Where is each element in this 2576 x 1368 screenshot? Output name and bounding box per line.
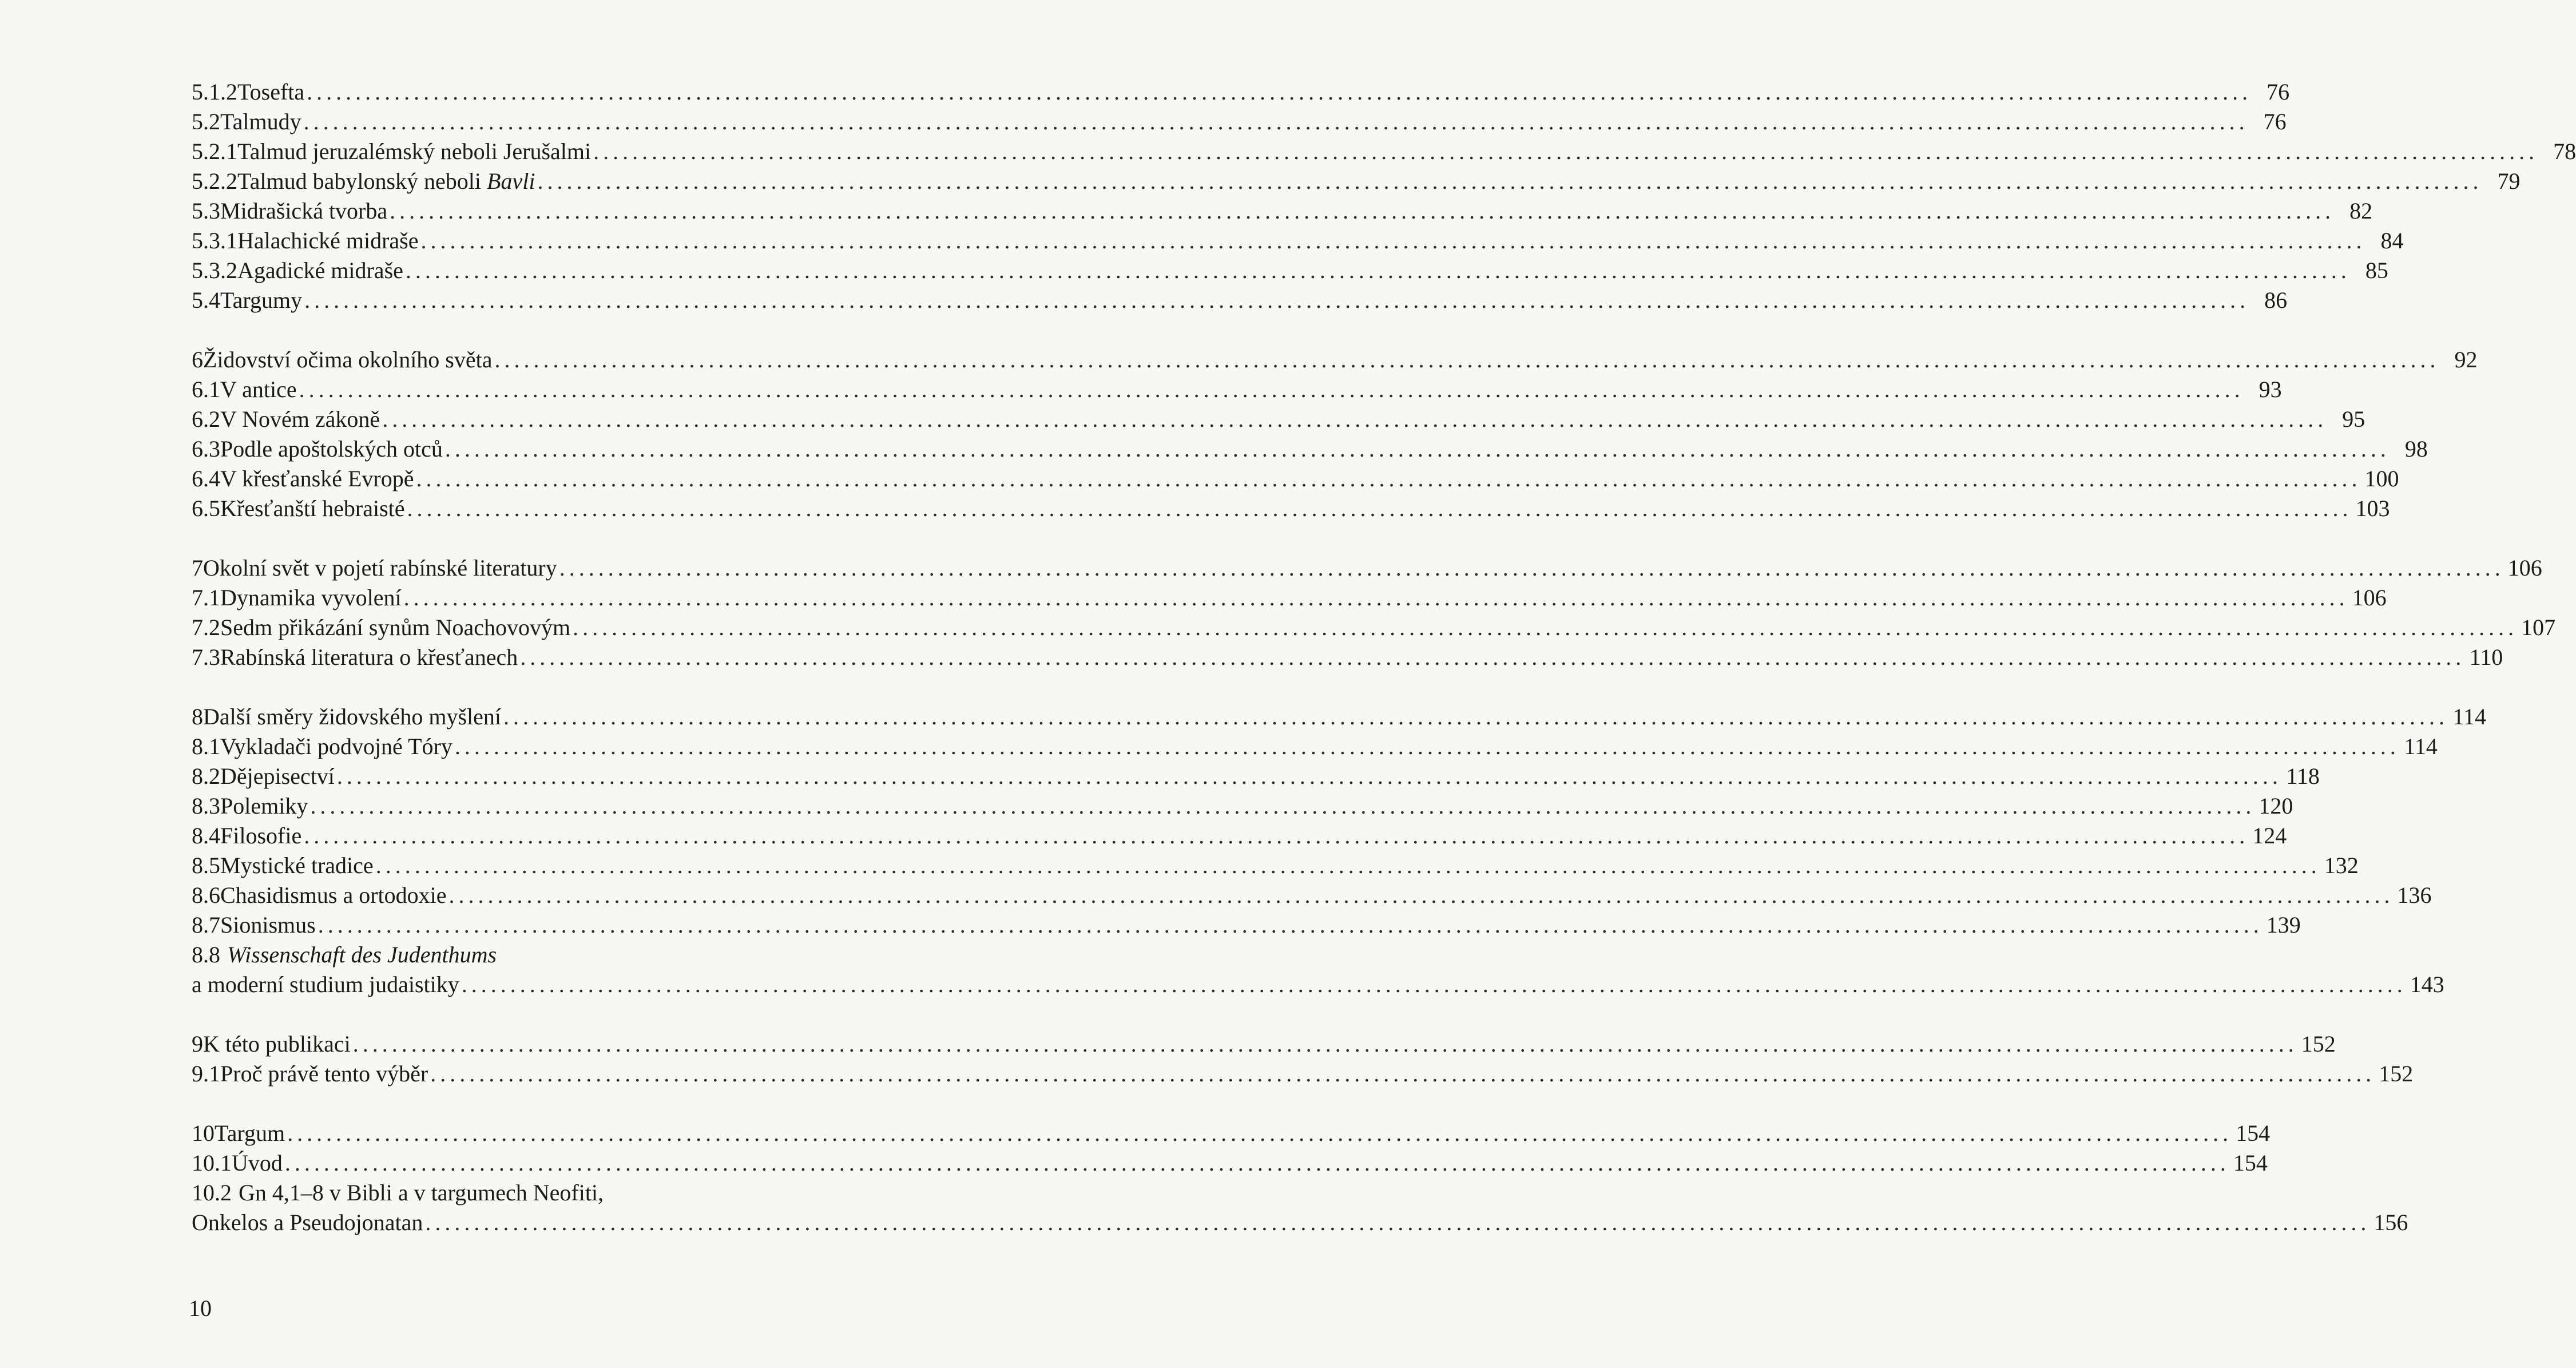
toc-entry-page: 124 <box>2252 823 2287 848</box>
toc-entry[interactable] <box>192 166 2521 196</box>
toc-entry-title: Podle apoštolských otců <box>220 436 443 462</box>
toc-entry-page: 120 <box>2259 793 2293 819</box>
toc-entry[interactable] <box>192 256 2388 286</box>
toc-entry[interactable] <box>192 226 2404 256</box>
toc-leader-dots: ........................................................................................................................................................................................................ <box>284 1150 2230 1176</box>
toc-entry-number: 8.2 <box>192 763 220 789</box>
toc-entry-number: 5.4 <box>192 287 220 313</box>
toc-leader-dots: ........................................................................................................................................................................................................ <box>310 793 2256 819</box>
toc-entry-number: 6.2 <box>192 406 220 432</box>
toc-entry-title: Úvod <box>232 1150 283 1176</box>
toc-leader-dots: ........................................................................................................................................................................................................ <box>375 852 2321 878</box>
toc-entry-page: 156 <box>2373 1210 2408 1235</box>
toc-entry-title: K této publikaci <box>203 1031 351 1057</box>
toc-leader-dots: ........................................................................................................................................................................................................ <box>304 823 2249 848</box>
toc-leader-dots: ........................................................................................................................................................................................................ <box>303 109 2249 134</box>
toc-entry[interactable] <box>192 494 2390 524</box>
toc-entry-number: 5.2.2 <box>192 168 237 194</box>
toc-entry-page: 154 <box>2236 1120 2271 1146</box>
toc-leader-dots: ........................................................................................................................................................................................................ <box>287 1120 2233 1146</box>
toc-entry[interactable] <box>192 1178 833 1208</box>
toc-entry[interactable] <box>192 464 2399 494</box>
toc-entry-number: 5.2.1 <box>192 138 237 164</box>
toc-entry[interactable] <box>192 1029 2336 1059</box>
toc-entry-title: Dynamika vyvolení <box>220 585 402 610</box>
toc-leader-dots: ........................................................................................................................................................................................................ <box>407 495 2352 521</box>
toc-leader-dots: ........................................................................................................................................................................................................ <box>336 763 2282 789</box>
toc-entry-title: Filosofie <box>220 823 302 848</box>
toc-leader-dots: ........................................................................................................................................................................................................ <box>382 406 2328 432</box>
toc-entry-title: Talmud jeruzalémský neboli Jerušalmi <box>237 138 592 164</box>
toc-entry-number: 10.1 <box>192 1150 232 1176</box>
toc-entry-page: 103 <box>2355 495 2390 521</box>
toc-spacer <box>192 672 833 702</box>
toc-entry[interactable] <box>192 732 2438 762</box>
toc-entry-number: 7 <box>192 555 203 581</box>
toc-entry-page: 93 <box>2259 376 2282 402</box>
toc-entry-page: 84 <box>2380 228 2404 253</box>
toc-leader-dots: ........................................................................................................................................................................................................ <box>573 614 2518 640</box>
toc-spacer <box>192 1089 833 1119</box>
toc-entry-page: 152 <box>2379 1061 2414 1087</box>
toc-entry-page: 143 <box>2410 972 2444 997</box>
toc-entry-title: Wissenschaft des Judenthums <box>227 942 497 967</box>
toc-entry-page: 78 <box>2553 138 2576 164</box>
toc-entry-page: 86 <box>2264 287 2288 313</box>
toc-entry[interactable] <box>192 107 2287 137</box>
toc-entry-number: 8.7 <box>192 912 220 938</box>
toc-entry-title: Další směry židovského myšlení <box>203 704 502 729</box>
toc-entry-page: 100 <box>2364 466 2399 491</box>
toc-entry-title: Polemiky <box>220 793 308 819</box>
toc-entry-page: 85 <box>2365 257 2388 283</box>
toc-entry-title: Sedm přikázání synům Noachovovým <box>220 614 571 640</box>
toc-entry-number: 8 <box>192 704 203 729</box>
toc-entry[interactable] <box>192 286 2288 315</box>
toc-entry-number: 5.3.1 <box>192 228 237 253</box>
toc-entry-number: 5.3 <box>192 198 220 224</box>
toc-entry[interactable] <box>192 196 2373 226</box>
toc-leader-dots: ........................................................................................................................................................................................................ <box>416 466 2361 491</box>
toc-leader-dots: ........................................................................................................................................................................................................ <box>317 912 2263 938</box>
toc-entry-page: 118 <box>2286 763 2320 789</box>
toc-entry-title: Dějepisectví <box>220 763 335 789</box>
toc-entry-page: 107 <box>2521 614 2556 640</box>
toc-leader-dots: ........................................................................................................................................................................................................ <box>503 704 2449 729</box>
toc-leader-dots: ........................................................................................................................................................................................................ <box>390 198 2335 224</box>
toc-entry[interactable] <box>192 762 2320 791</box>
toc-entry[interactable] <box>192 583 2387 613</box>
toc-leader-dots: ........................................................................................................................................................................................................ <box>420 228 2366 253</box>
toc-entry-page: 154 <box>2233 1150 2268 1176</box>
toc-leader-dots: ........................................................................................................................................................................................................ <box>520 644 2466 670</box>
toc-entry-title: V křesťanské Evropě <box>220 466 414 491</box>
toc-entry-number: 6 <box>192 347 203 372</box>
toc-entry-title: Talmud babylonský neboli Bavli <box>237 168 535 194</box>
toc-entry-title: Proč právě tento výběr <box>220 1061 428 1087</box>
toc-leader-dots: ........................................................................................................................................................................................................ <box>425 1210 2371 1235</box>
toc-spacer <box>192 1000 833 1029</box>
toc-leader-dots: ........................................................................................................................................................................................................ <box>299 376 2244 402</box>
toc-leader-dots: ........................................................................................................................................................................................................ <box>454 733 2400 759</box>
toc-entry-number: 6.1 <box>192 376 220 402</box>
toc-entry[interactable] <box>192 1208 2408 1238</box>
toc-entry-page: 92 <box>2454 347 2478 372</box>
toc-entry-number: 8.4 <box>192 823 220 848</box>
toc-entry-page: 95 <box>2342 406 2365 432</box>
toc-spacer <box>192 315 833 345</box>
page-number: 10 <box>189 1295 212 1321</box>
toc-leader-dots: ........................................................................................................................................................................................................ <box>405 257 2351 283</box>
toc-entry-title: Rabínská literatura o křesťanech <box>220 644 518 670</box>
toc-entry[interactable] <box>192 702 2487 732</box>
toc-leader-dots: ........................................................................................................................................................................................................ <box>537 168 2483 194</box>
toc-entry-title: Vykladači podvojné Tóry <box>220 733 453 759</box>
toc-leader-dots: ........................................................................................................................................................................................................ <box>444 436 2390 462</box>
toc-entry-page: 114 <box>2404 733 2438 759</box>
toc-leader-dots: ........................................................................................................................................................................................................ <box>430 1061 2376 1087</box>
toc-entry-number: 5.1.2 <box>192 79 237 105</box>
toc-entry-number: 10 <box>192 1120 215 1146</box>
toc-spacer <box>192 524 833 553</box>
toc-entry-number: 7.3 <box>192 644 220 670</box>
toc-entry-number: 8.6 <box>192 882 220 908</box>
toc-entry-title: Křesťanští hebraisté <box>220 495 405 521</box>
toc-entry-title: Okolní svět v pojetí rabínské literatury <box>203 555 557 581</box>
toc-entry[interactable] <box>192 375 2282 405</box>
toc-entry[interactable] <box>192 821 2287 851</box>
toc-entry-number: 6.5 <box>192 495 220 521</box>
toc-leader-dots: ........................................................................................................................................................................................................ <box>307 79 2252 105</box>
toc-entry-number: 8.3 <box>192 793 220 819</box>
toc-entry-page: 106 <box>2507 555 2542 581</box>
toc-entry-page: 139 <box>2266 912 2301 938</box>
toc-entry[interactable] <box>192 434 2428 464</box>
toc-leader-dots: ........................................................................................................................................................................................................ <box>494 347 2440 372</box>
toc-entry-page: 82 <box>2349 198 2373 224</box>
toc-entry[interactable] <box>192 910 2301 940</box>
toc-entry-title: Chasidismus a ortodoxie <box>220 882 447 908</box>
toc-leader-dots: ........................................................................................................................................................................................................ <box>403 585 2349 610</box>
toc-entry[interactable] <box>192 970 2444 1000</box>
toc-entry-number: 5.2 <box>192 109 220 134</box>
toc-entry-number: 9 <box>192 1031 203 1057</box>
toc-entry-number: 8.8 <box>192 942 220 967</box>
toc-leader-dots: ........................................................................................................................................................................................................ <box>559 555 2504 581</box>
toc-entry-page: 132 <box>2324 852 2359 878</box>
toc-entry-title: Onkelos a Pseudojonatan <box>192 1210 423 1235</box>
toc-entry[interactable] <box>192 940 833 970</box>
toc-entry-number: 10.2 <box>192 1180 232 1206</box>
toc-entry[interactable] <box>192 851 2359 881</box>
toc-entry-number: 5.3.2 <box>192 257 237 283</box>
toc-entry-page: 152 <box>2301 1031 2336 1057</box>
toc-entry[interactable] <box>192 791 2293 821</box>
toc-leader-dots: ........................................................................................................................................................................................................ <box>593 138 2539 164</box>
toc-entry-title: a moderní studium judaistiky <box>192 972 459 997</box>
toc-entry-title: Sionismus <box>220 912 316 938</box>
toc-entry-number: 9.1 <box>192 1061 220 1087</box>
toc-entry-title: Midrašická tvorba <box>220 198 388 224</box>
toc-entry-page: 76 <box>2267 79 2290 105</box>
toc-entry-number: 7.2 <box>192 614 220 640</box>
toc-leader-dots: ........................................................................................................................................................................................................ <box>352 1031 2298 1057</box>
toc-entry-page: 79 <box>2497 168 2521 194</box>
toc-entry-title: Agadické midraše <box>237 257 403 283</box>
toc-entry-number: 8.1 <box>192 733 220 759</box>
toc-leader-dots: ........................................................................................................................................................................................................ <box>461 972 2407 997</box>
toc-entry-title: Talmudy <box>220 109 301 134</box>
table-of-contents <box>192 77 2576 1238</box>
toc-entry-title: V Novém zákoně <box>220 406 380 432</box>
toc-entry-title: Mystické tradice <box>220 852 374 878</box>
toc-entry-title: Tosefta <box>237 79 305 105</box>
toc-entry-title: Gn 4,1–8 v Bibli a v targumech Neofiti, <box>239 1180 604 1206</box>
toc-entry-title: V antice <box>220 376 297 402</box>
toc-entry[interactable] <box>192 1148 2268 1178</box>
toc-entry-number: 7.1 <box>192 585 220 610</box>
toc-entry-page: 136 <box>2397 882 2432 908</box>
toc-entry-page: 110 <box>2469 644 2503 670</box>
toc-entry[interactable] <box>192 137 2576 166</box>
toc-entry[interactable] <box>192 881 2432 910</box>
toc-entry[interactable] <box>192 77 2290 107</box>
toc-entry[interactable] <box>192 553 2542 583</box>
toc-entry-title: Halachické midraše <box>237 228 419 253</box>
toc-entry-page: 76 <box>2263 109 2287 134</box>
toc-entry-title: Židovství očima okolního světa <box>203 347 493 372</box>
toc-entry[interactable] <box>192 1059 2414 1089</box>
toc-entry[interactable] <box>192 643 2503 672</box>
toc-entry[interactable] <box>192 405 2365 434</box>
toc-leader-dots: ........................................................................................................................................................................................................ <box>304 287 2250 313</box>
toc-leader-dots: ........................................................................................................................................................................................................ <box>448 882 2394 908</box>
toc-entry-title: Targum <box>215 1120 285 1146</box>
toc-entry-page: 98 <box>2404 436 2428 462</box>
toc-entry[interactable] <box>192 613 2556 643</box>
toc-entry-number: 6.3 <box>192 436 220 462</box>
toc-entry-title: Targumy <box>220 287 303 313</box>
toc-entry[interactable] <box>192 1119 2271 1148</box>
toc-entry-page: 106 <box>2352 585 2387 610</box>
toc-entry[interactable] <box>192 345 2478 375</box>
toc-entry-number: 8.5 <box>192 852 220 878</box>
toc-entry-page: 114 <box>2452 704 2487 729</box>
toc-entry-number: 6.4 <box>192 466 220 491</box>
